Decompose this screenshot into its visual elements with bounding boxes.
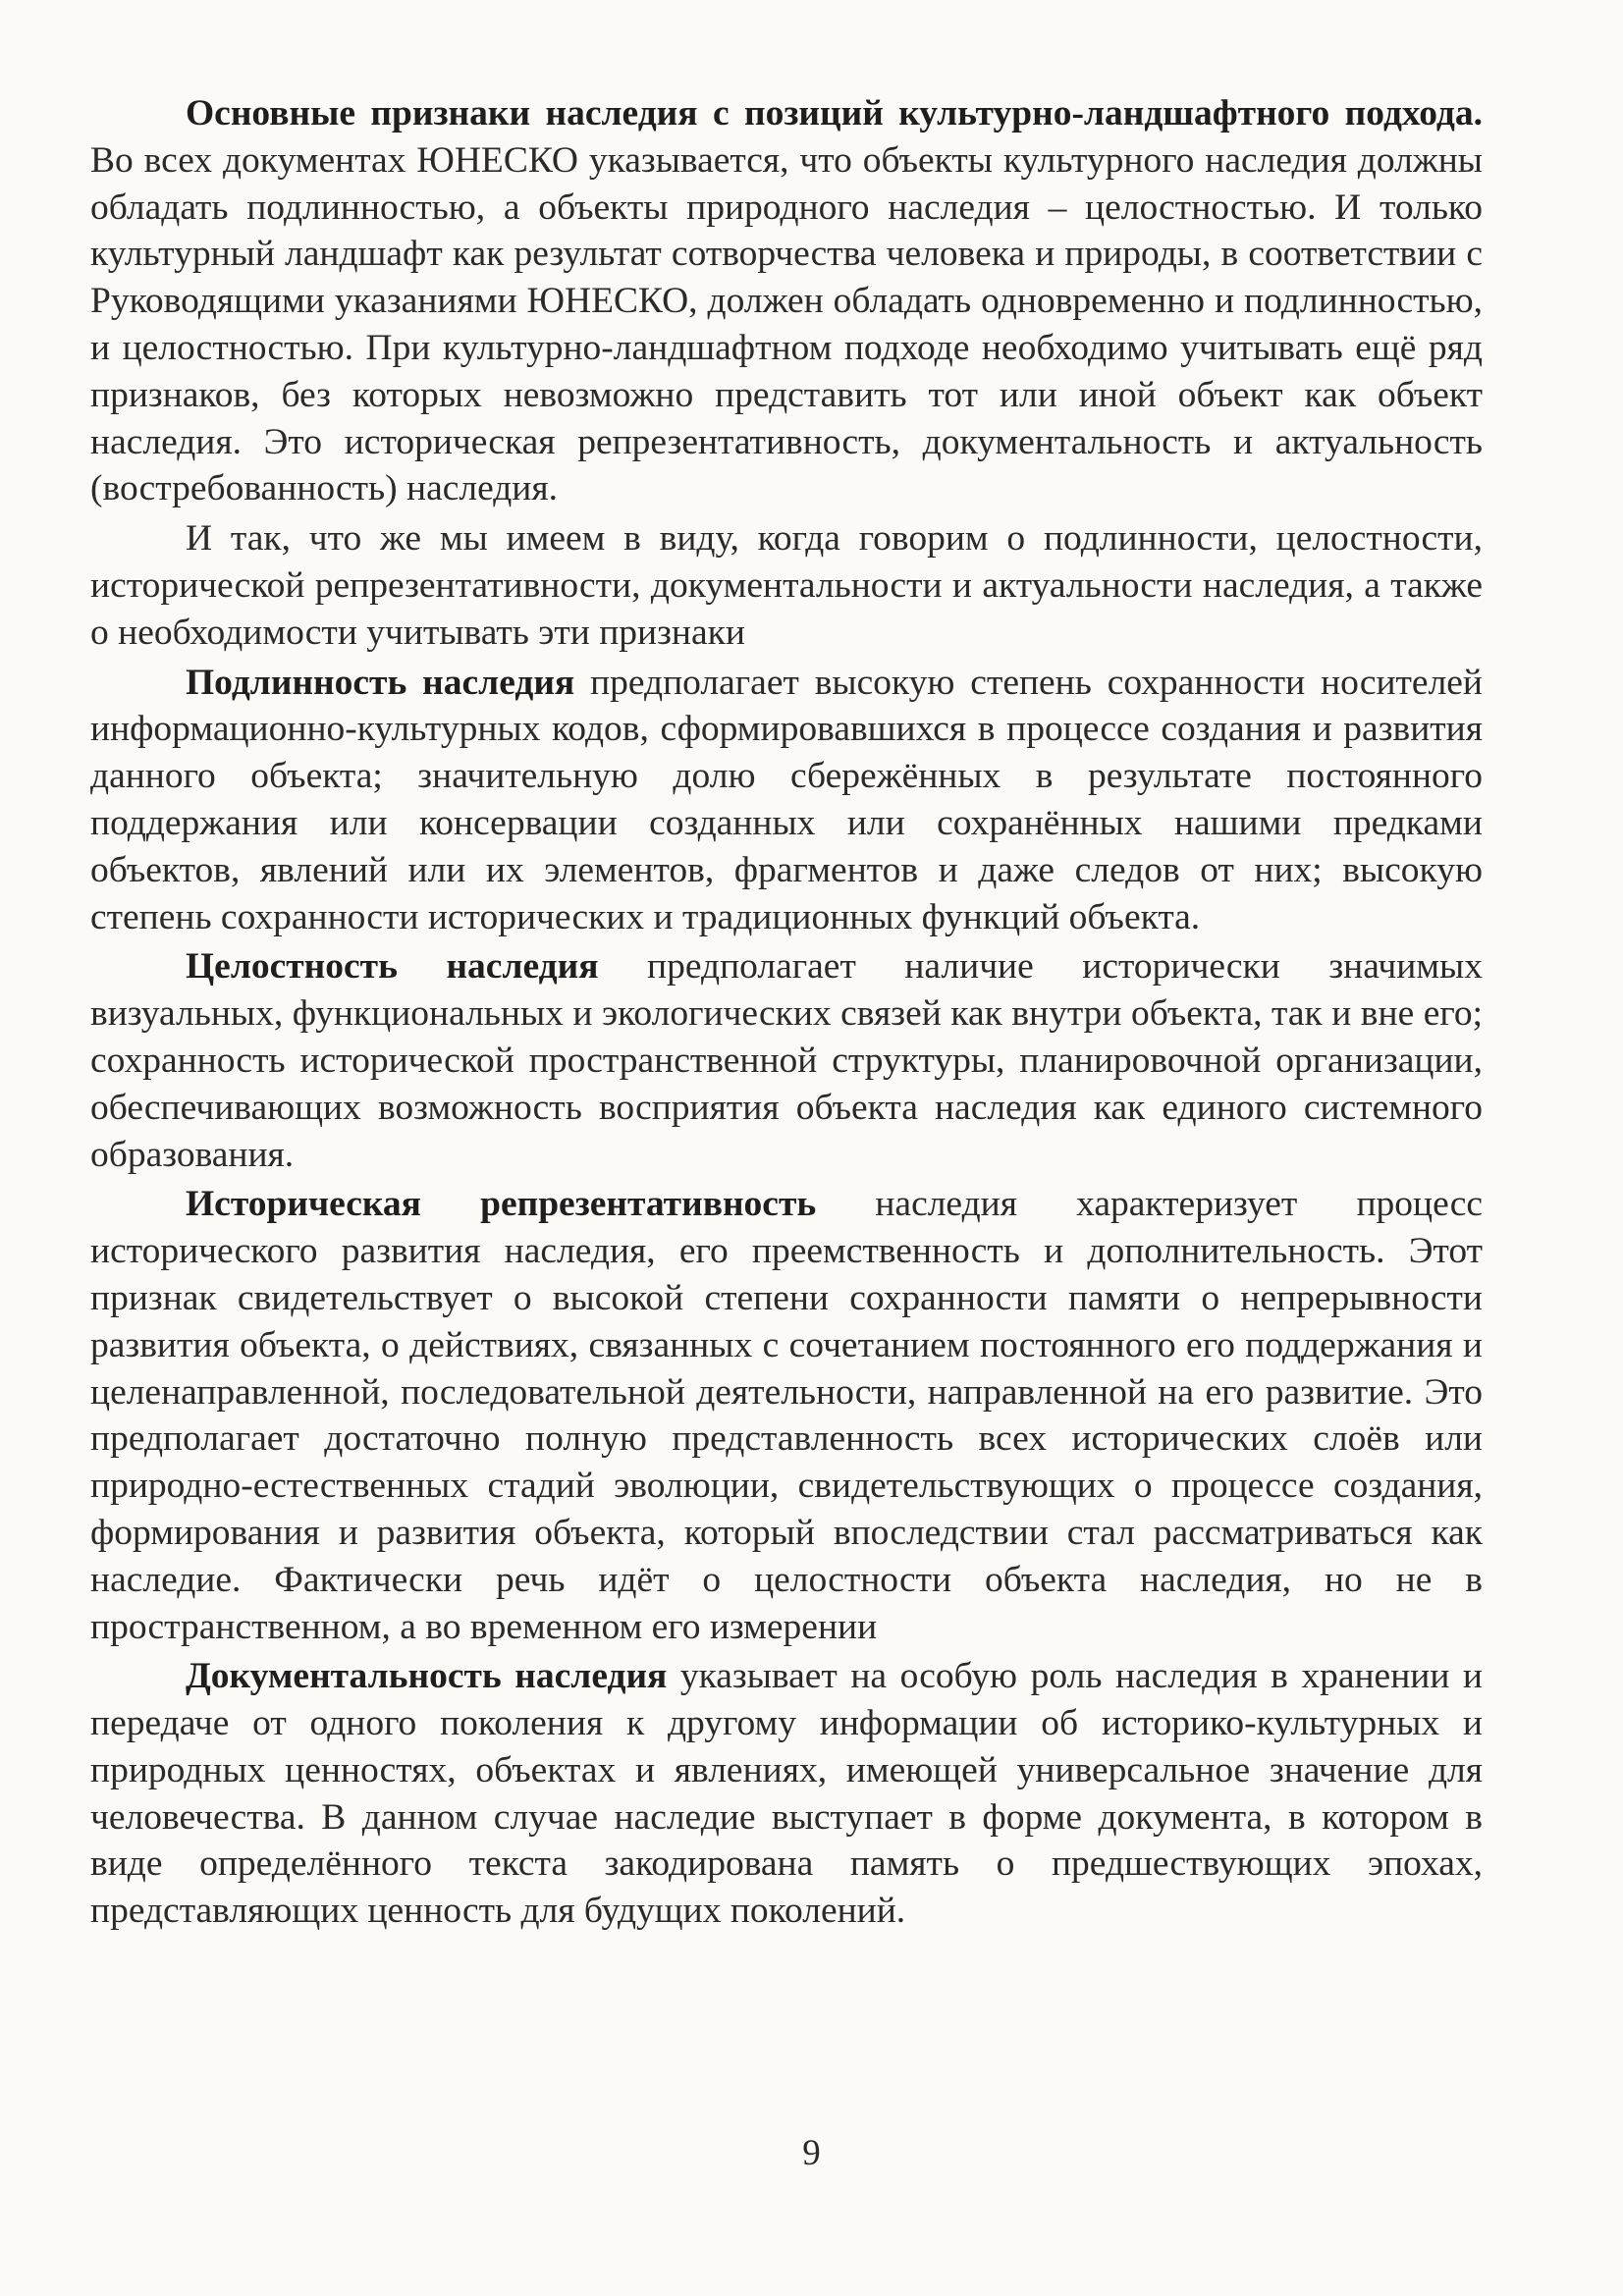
paragraph-question: [90, 515, 1483, 656]
paragraph-text: указывает на особую роль наследия в хранении и передаче от одного поколения к другому информации об историко-культурных и природных ценностях, объектах и явлениях, имеющей универсальное значение для человечества. В данном случае наследие выступает в форме документа, в котором в виде определённого текста закодирована память о предшествующих эпохах, представляющих ценность для будущих поколений.: [90, 1656, 1483, 1932]
term-integrity: Целостность наследия: [186, 946, 599, 988]
paragraph-authenticity: [90, 660, 1483, 941]
paragraph-integrity: [90, 943, 1483, 1178]
paragraph-documentality: [90, 1653, 1483, 1935]
paragraph-text: И так, что же мы имеем в виду, когда говорим о подлинности, целостности, исторической репрезентативности, документальности и актуальности наследия, а также о необходимости учитывать эти признаки: [90, 518, 1483, 653]
page-body: [90, 90, 1483, 1935]
paragraph-text: предполагает высокую степень сохранности носителей информационно-культурных кодов, сформировавшихся в процессе создания и развития данного объекта; значительную долю сбережённых в результате постоянного поддержания или консервации созданных или сохранённых нашими предками объектов, явлений или их элементов, фрагментов и даже следов от них; высокую степень сохранности исторических и традиционных функций объекта.: [90, 662, 1483, 937]
paragraph-text: Во всех документах ЮНЕСКО указывается, что объекты культурного наследия должны обладать подлинностью, а объекты природного наследия – целостностью. И только культурный ландшафт как результат сотворчества человека и природы, в соответствии с Руководящими указаниями ЮНЕСКО, должен обладать одновременно и подлинностью, и целостностью. При культурно-ландшафтном подходе необходимо учитывать ещё ряд признаков, без которых невозможно представить тот или иной объект как объект наследия. Это историческая репрезентативность, документальность и актуальность (востребованность) наследия.: [90, 139, 1483, 509]
paragraph-landscape-approach: [90, 90, 1483, 512]
paragraph-text: наследия характеризует процесс исторического развития наследия, его преемственность и дополнительность. Этот признак свидетельствует о высокой степени сохранности памяти о непрерывности развития объекта, о действиях, связанных с сочетанием постоянного его поддержания и целенаправленной, последовательной деятельности, направленной на его развитие. Это предполагает достаточно полную представленность всех исторических слоёв или природно-естественных стадий эволюции, свидетельствующих о процессе создания, формирования и развития объекта, который впоследствии стал рассматриваться как наследие. Фактически речь идёт о целостности объекта наследия, но не в пространственном, а во временном его измерении: [90, 1184, 1483, 1647]
term-authenticity: Подлинность наследия: [186, 662, 575, 703]
term-documentality: Документальность наследия: [186, 1656, 668, 1697]
paragraph-text: предполагает наличие исторически значимых визуальных, функциональных и экологических связей как внутри объекта, так и вне его; сохранность исторической пространственной структуры, планировочной организации, обеспечивающих возможность восприятия объекта наследия как единого системного образования.: [90, 946, 1483, 1175]
term-representativeness: Историческая репрезентативность: [186, 1184, 817, 1225]
paragraph-representativeness: [90, 1181, 1483, 1650]
section-heading: Основные признаки наследия с позиций культурно-ландшафтного подхода.: [186, 93, 1483, 133]
page-number: 9: [802, 2133, 821, 2173]
